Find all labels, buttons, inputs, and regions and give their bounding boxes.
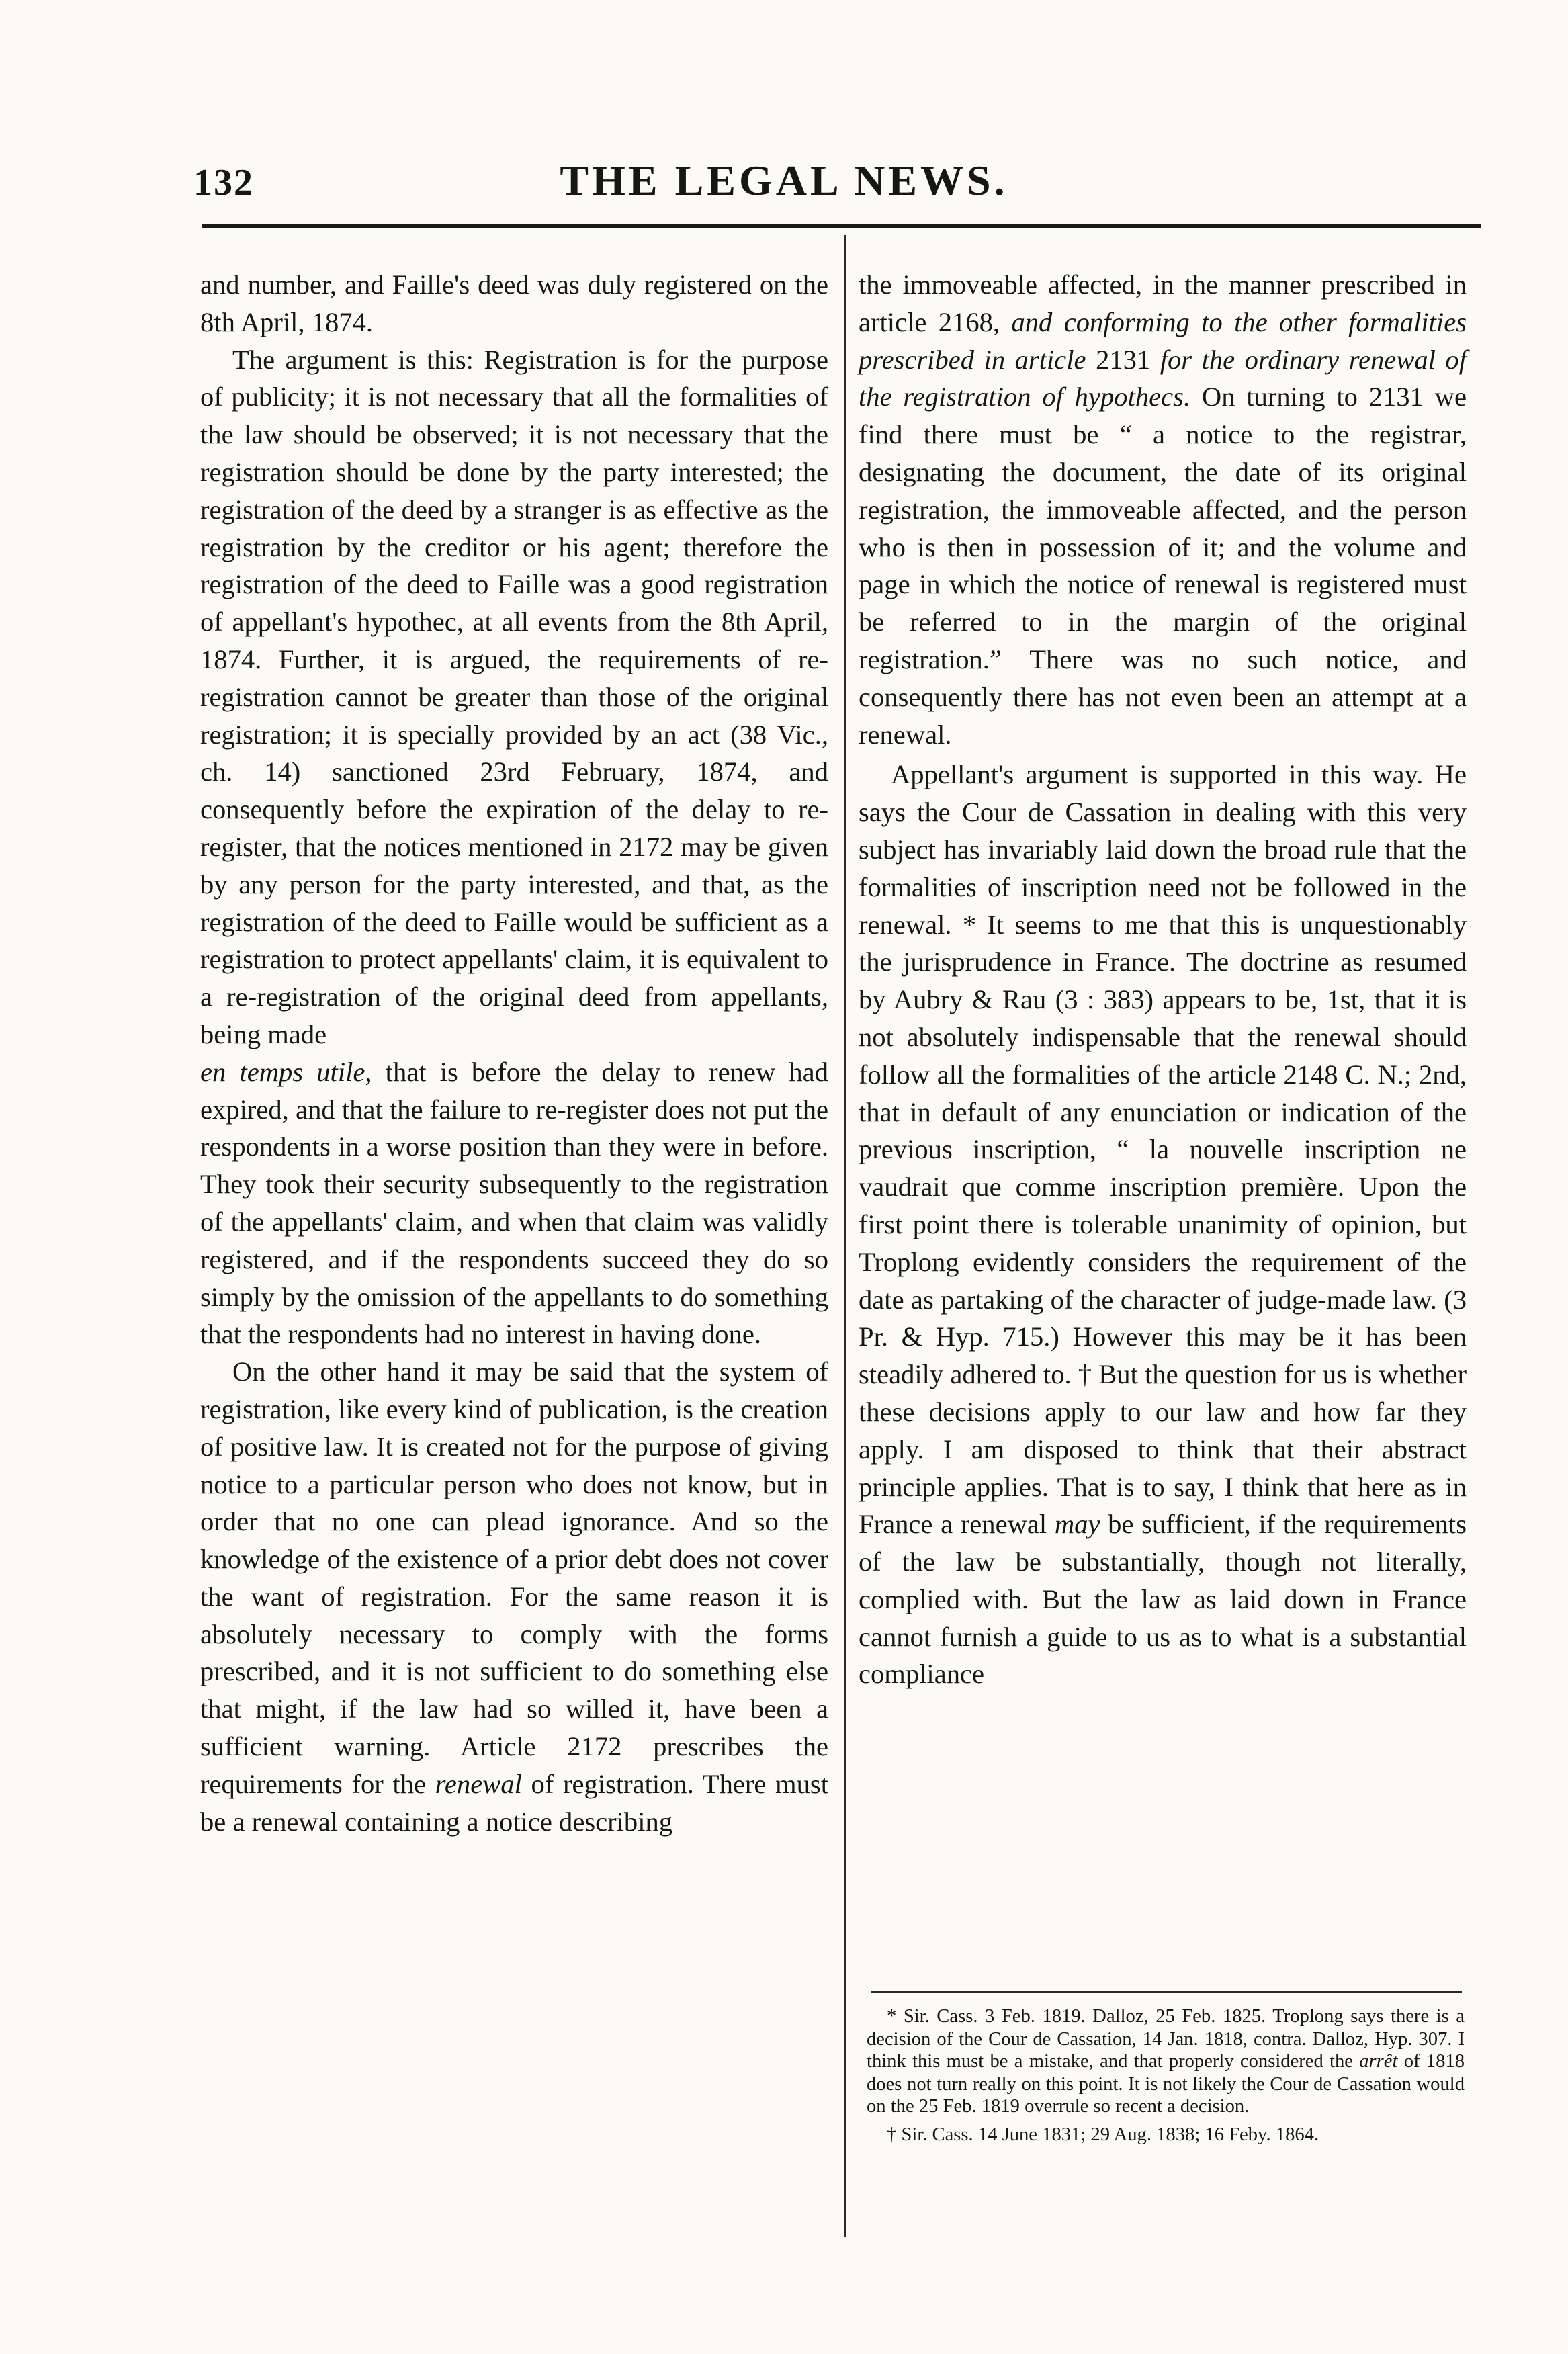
italic-phrase: en temps utile	[200, 1056, 365, 1087]
italic-phrase: arrêt	[1359, 2051, 1398, 2072]
text-run: be sufficient, if the requirements of the law be substantially, though not literally, complied with. But the law as laid down in France cannot furnish a guide to us as to what is a substantial compliance	[859, 1509, 1467, 1690]
header-rule	[202, 224, 1481, 228]
text-run: 2131	[1096, 344, 1151, 375]
page-title: THE LEGAL NEWS.	[560, 157, 1008, 204]
italic-phrase: renewal	[435, 1768, 522, 1799]
paragraph: The argument is this: Registration is for the purpose of publicity; it is not necessary that all the formalities of the law should be observed; it is not necessary that the registration should be done by the party interested; the registration of the deed by a stranger is as effective as the registration by the creditor or his agent; therefore the registration of the deed to Faille was a good registration of appellant's hypothec, at all events from the 8th April, 1874. Further, it is argued, the requirements of re-registration cannot be greater than those of the original registration; it is specially provided by an act (38 Vic., ch. 14) sanctioned 23rd February, 1874, and consequently before the expiration of the delay to re-register, that the notices mentioned in 2172 may be given by any person for the party interested, and that, as the registration of the deed to Faille would be sufficient as a registration to protect appellants' claim, it is equivalent to a re-registration of the original deed from appellants, being made	[200, 344, 828, 1049]
italic-phrase: may	[1054, 1509, 1100, 1540]
page-number: 132	[193, 162, 254, 204]
text-run: On the other hand it may be said that the system of registration, like every kind of publication, is the creation of positive law. It is created not for the purpose of giving notice to a particular person who does not know, but in order that no one can plead ignorance. And so the knowledge of the existence of a prior debt does not cover the want of registration. For the same reason it is absolutely necessary to comply with the forms prescribed, and it is not sufficient to do something else that might, if the law had so willed it, have been a sufficient warning. Article 2172 prescribes the requirements for the	[200, 1356, 828, 1799]
paragraph: and number, and Faille's deed was duly registered on the 8th April, 1874.	[200, 269, 828, 337]
text-run: On turning to 2131 we find there must be “ a notice to the registrar, designating the document, the date of its original registration, the immoveable affected, and the person who is then in possession of it; and the volume and page in which the notice of renewal is registered must be referred to in the margin of the original registration.” There was no such notice, and consequently there has not even been an attempt at a renewal.	[859, 382, 1467, 750]
text-run: , that is before the delay to renew had expired, and that the failure to re-register does not put the respondents in a worse position than they were in before. They took their security subsequently to the registration of the appellants' claim, and when that claim was validly registered, and if the respondents succeed they do so simply by the omission of the appellants to do something that the respondents had no interest in having done.	[200, 1056, 828, 1350]
paragraph	[859, 756, 1467, 1693]
paragraph	[859, 266, 1467, 753]
text-run: * Sir. Cass. 3 Feb. 1819. Dalloz, 25 Feb. 1825. Troplong says there is a decision of the Cour de Cassation, 14 Jan. 1818, contra. Dalloz, Hyp. 307. I think this must be a mistake, and that properly considered the	[867, 2006, 1465, 2072]
paragraph	[200, 1053, 828, 1353]
text-run: of registration. There must be a renewal containing a notice describing	[200, 1768, 828, 1837]
column-divider	[844, 235, 846, 2237]
text-run: the immoveable affected, in the manner prescribed in article 2168,	[859, 269, 1467, 337]
italic-phrase: for the ordinary renewal of the registration of hypothecs.	[859, 344, 1467, 412]
italic-phrase: and conforming to the other formalities prescribed in article	[859, 306, 1467, 375]
left-column	[200, 266, 828, 1840]
footnote	[867, 2005, 1465, 2118]
text-run: Appellant's argument is supported in this way. He says the Cour de Cassation in dealing with this very subject has invariably laid down the broad rule that the formalities of inscription need not be followed in the renewal. * It seems to me that this is unquestionably the jurisprudence in France. The doctrine as resumed by Aubry & Rau (3 : 383) appears to be, 1st, that it is not absolutely indispensable that the renewal should follow all the formalities of the article 2148 C. N.; 2nd, that in default of any enunciation or indication of the previous inscription, “ la nouvelle inscription ne vaudrait que comme inscription première. Upon the first point there is tolerable unanimity of opinion, but Troplong evidently considers the requirement of the date as partaking of the character of judge-made law. (3 Pr. & Hyp. 715.) However this may be it has been steadily adhered to. † But the question for us is whether these decisions apply to our law and how far they apply. I am disposed to think that their abstract principle applies. That is to say, I think that here as in France a renewal	[859, 759, 1467, 1540]
footnotes	[867, 2005, 1465, 2151]
right-column	[859, 266, 1467, 1693]
footnote: † Sir. Cass. 14 June 1831; 29 Aug. 1838; 16 Feby. 1864.	[887, 2124, 1319, 2145]
paragraph	[200, 1353, 828, 1840]
footnote-rule	[871, 1991, 1462, 1993]
text-run: of 1818 does not turn really on this point. It is not likely the Cour de Cassation would on the 25 Feb. 1819 overrule so recent a decision.	[867, 2051, 1465, 2117]
